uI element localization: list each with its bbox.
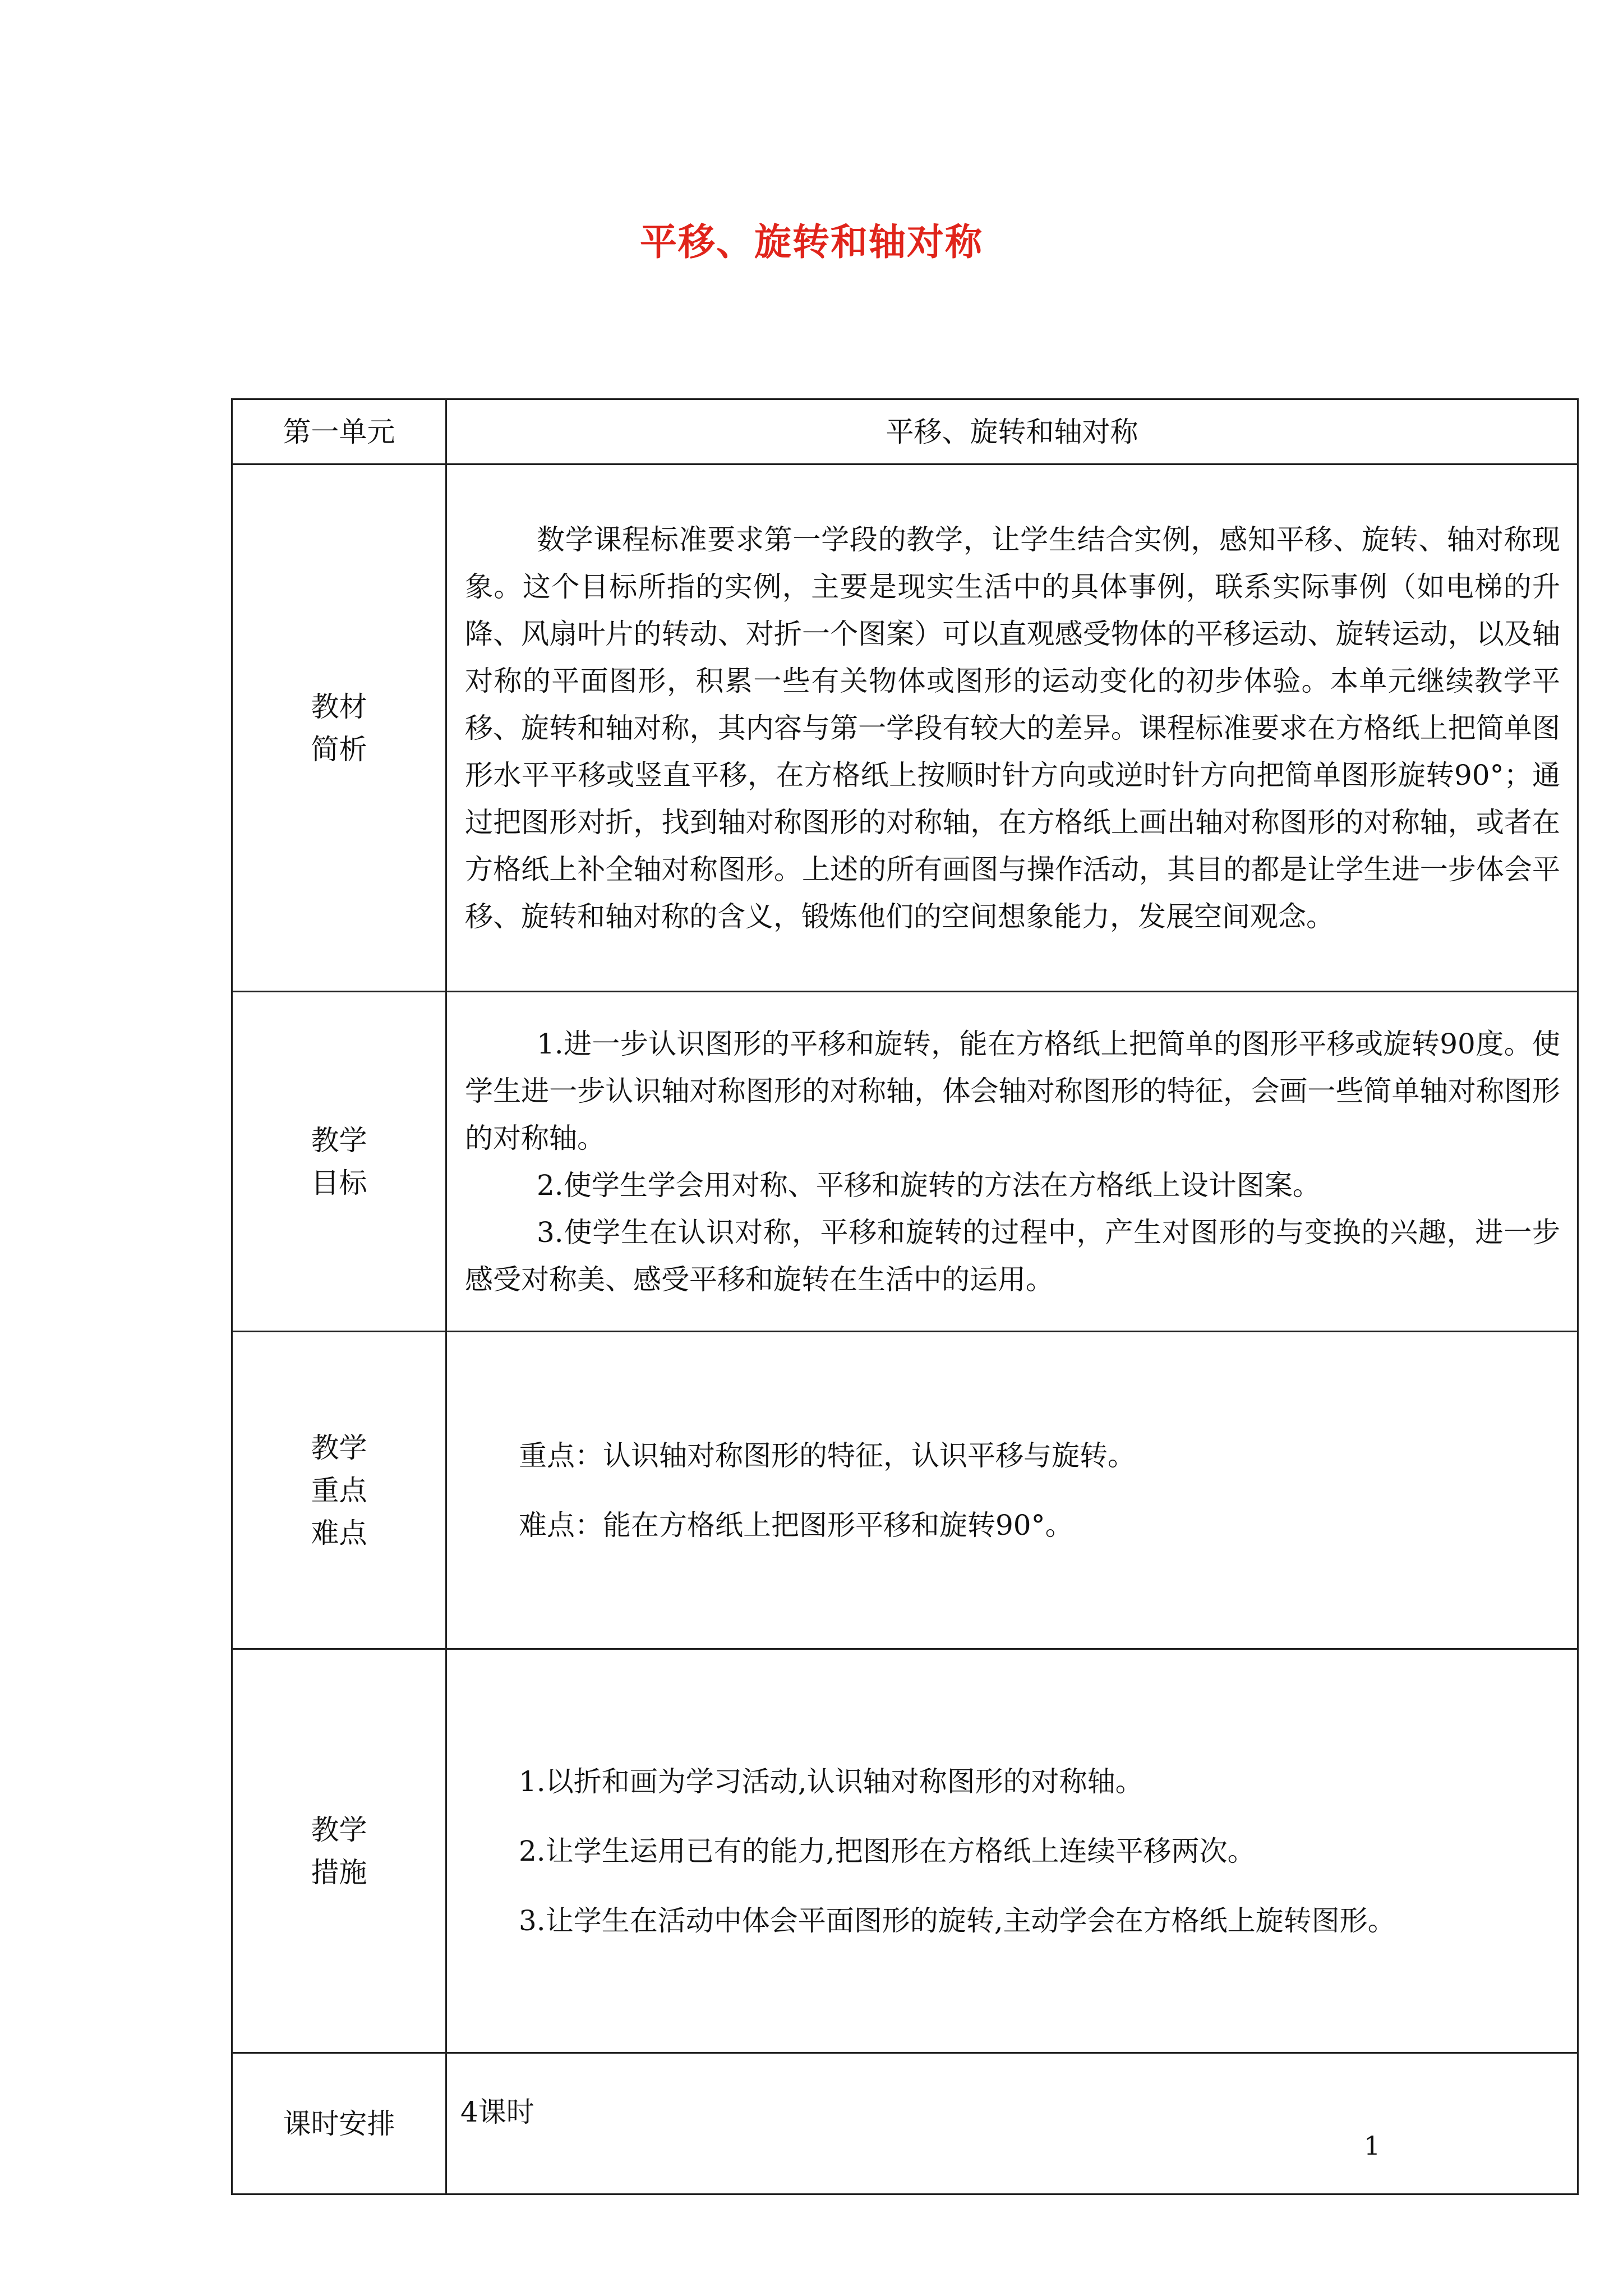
goal-item: 3.使学生在认识对称，平移和旋转的过程中，产生对图形的与变换的兴趣，进一步感受对称美、感受平移和旋转在生活中的运用。 bbox=[465, 1216, 1560, 1296]
goals-label-text: 教学目标 bbox=[311, 1124, 367, 1199]
schedule-value: 4课时 bbox=[460, 2096, 534, 2128]
schedule-label-text: 课时安排 bbox=[283, 2107, 395, 2140]
unit-label bbox=[232, 399, 446, 464]
measure-item: 2.让学生运用已有的能力,把图形在方格纸上连续平移两次。 bbox=[519, 1834, 1256, 1867]
analysis-label bbox=[232, 464, 446, 992]
unit-label-text: 第一单元 bbox=[283, 415, 395, 448]
table-row-goals bbox=[232, 992, 1578, 1332]
goals-label bbox=[232, 992, 446, 1332]
table-row-schedule bbox=[232, 2053, 1578, 2194]
unit-value bbox=[446, 399, 1578, 464]
unit-value-text: 平移、旋转和轴对称 bbox=[886, 415, 1138, 448]
table-row-keypoints bbox=[232, 1332, 1578, 1649]
lesson-plan-table bbox=[231, 398, 1579, 2195]
measure-item: 3.让学生在活动中体会平面图形的旋转,主动学会在方格纸上旋转图形。 bbox=[519, 1904, 1396, 1937]
table-row-analysis bbox=[232, 464, 1578, 992]
measure-item: 1.以折和画为学习活动,认识轴对称图形的对称轴。 bbox=[519, 1765, 1144, 1798]
goal-item: 1.进一步认识图形的平移和旋转，能在方格纸上把简单的图形平移或旋转90度。使学生进一步认识轴对称图形的对称轴，体会轴对称图形的特征，会画一些简单轴对称图形的对称轴。 bbox=[465, 1027, 1560, 1154]
keypoint-item: 重点：认识轴对称图形的特征，认识平移与旋转。 bbox=[519, 1439, 1136, 1472]
keypoint-item: 难点：能在方格纸上把图形平移和旋转90°。 bbox=[519, 1508, 1073, 1542]
schedule-content bbox=[446, 2053, 1578, 2194]
goals-content bbox=[446, 992, 1578, 1332]
goal-item: 2.使学生学会用对称、平移和旋转的方法在方格纸上设计图案。 bbox=[537, 1168, 1321, 1202]
keypoints-label-text: 教学重点难点 bbox=[311, 1431, 367, 1549]
schedule-label bbox=[232, 2053, 446, 2194]
table-row-measures bbox=[232, 1649, 1578, 2053]
keypoints-label bbox=[232, 1332, 446, 1649]
page-number: 1 bbox=[1364, 2131, 1381, 2161]
analysis-text: 数学课程标准要求第一学段的教学，让学生结合实例，感知平移、旋转、轴对称现象。这个目标所指的实例，主要是现实生活中的具体事例，联系实际事例（如电梯的升降、风扇叶片的转动、对折一个图案）可以直观感受物体的平移运动、旋转运动，以及轴对称的平面图形，积累一些有关物体或图形的运动变化的初步体验。本单元继续教学平移、旋转和轴对称，其内容与第一学段有较大的差异。课程标准要求在方格纸上把简单图形水平平移或竖直平移，在方格纸上按顺时针方向或逆时针方向把简单图形旋转90°；通过把图形对折，找到轴对称图形的对称轴，在方格纸上画出轴对称图形的对称轴，或者在方格纸上补全轴对称图形。上述的所有画图与操作活动，其目的都是让学生进一步体会平移、旋转和轴对称的含义，锻炼他们的空间想象能力，发展空间观念。 bbox=[465, 523, 1560, 933]
document-title: 平移、旋转和轴对称 bbox=[640, 220, 983, 264]
measures-label bbox=[232, 1649, 446, 2053]
measures-label-text: 教学措施 bbox=[311, 1813, 367, 1889]
analysis-label-text: 教材简析 bbox=[311, 690, 367, 766]
analysis-content bbox=[446, 464, 1578, 992]
table-row-unit bbox=[232, 399, 1578, 464]
keypoints-content bbox=[446, 1332, 1578, 1649]
measures-content bbox=[446, 1649, 1578, 2053]
